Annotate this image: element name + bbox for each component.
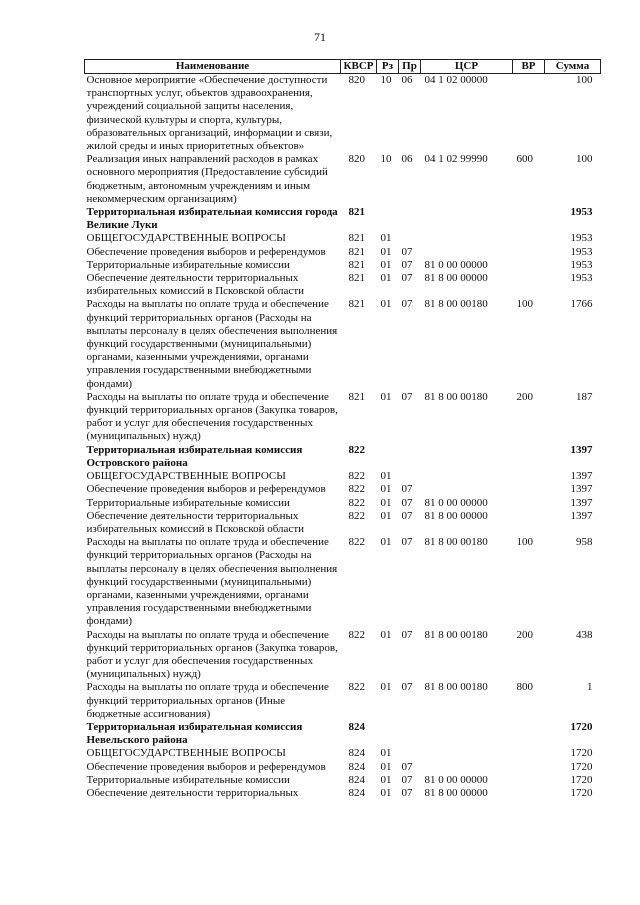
cell-vr: 600	[516, 153, 533, 166]
col-header-rz: Рз	[377, 60, 399, 74]
cell-kvsr: 822	[348, 681, 365, 694]
cell-name: Территориальная избирательная комиссия Невельского района	[86, 720, 303, 747]
budget-table	[84, 59, 601, 800]
cell-pr: 06	[401, 153, 413, 166]
cell-rz: 01	[380, 232, 392, 245]
cell-vr	[513, 206, 545, 232]
cell-vr	[513, 272, 545, 298]
table-row	[85, 298, 601, 390]
cell-csr	[421, 721, 513, 747]
cell-rz: 01	[380, 483, 392, 496]
table-row	[85, 629, 601, 682]
cell-kvsr: 821	[348, 390, 365, 403]
cell-name: Территориальные избирательные комиссии	[86, 773, 290, 786]
cell-csr	[421, 444, 513, 470]
cell-sum: 438	[576, 628, 593, 641]
cell-pr: 07	[401, 773, 413, 786]
cell-sum: 1397	[570, 470, 593, 483]
col-header-kvsr: КВСР	[341, 60, 377, 74]
cell-vr	[513, 497, 545, 510]
table-row	[85, 206, 601, 232]
cell-kvsr: 821	[348, 232, 365, 245]
cell-sum: 100	[576, 74, 593, 86]
table-row	[85, 470, 601, 483]
cell-rz: 01	[380, 786, 392, 799]
table-row	[85, 272, 601, 298]
table-body	[85, 74, 601, 801]
cell-vr: 100	[516, 298, 533, 311]
cell-pr: 06	[401, 74, 413, 86]
cell-rz: 01	[380, 681, 392, 694]
cell-name: Расходы на выплаты по оплате труда и обеспечение функций территориальных органов (Закупка товаров, работ и услуг для обеспечения государственных (муниципальных) нужд)	[86, 628, 338, 681]
cell-name: Расходы на выплаты по оплате труда и обеспечение функций территориальных органов (Иные бюджетные ассигнования)	[86, 681, 329, 720]
cell-rz: 01	[380, 390, 392, 403]
cell-name: ОБЩЕГОСУДАРСТВЕННЫЕ ВОПРОСЫ	[86, 470, 286, 483]
cell-rz: 01	[380, 760, 392, 773]
cell-vr	[513, 483, 545, 496]
table-row	[85, 774, 601, 787]
cell-csr: 81 8 00 00180	[424, 536, 488, 549]
cell-kvsr: 822	[348, 496, 365, 509]
cell-kvsr: 822	[348, 628, 365, 641]
cell-kvsr: 822	[348, 483, 365, 496]
cell-rz: 01	[380, 773, 392, 786]
cell-pr	[399, 470, 421, 483]
table-row	[85, 536, 601, 628]
cell-rz: 01	[380, 628, 392, 641]
cell-vr	[513, 444, 545, 470]
cell-name: ОБЩЕГОСУДАРСТВЕННЫЕ ВОПРОСЫ	[86, 747, 286, 760]
col-header-vr: ВР	[513, 60, 545, 74]
cell-sum: 1953	[570, 272, 593, 285]
cell-name: Расходы на выплаты по оплате труда и обеспечение функций территориальных органов (Закупка товаров, работ и услуг для обеспечения государственных (муниципальных) нужд)	[86, 390, 338, 443]
cell-pr	[399, 721, 421, 747]
cell-rz: 10	[380, 153, 392, 166]
cell-kvsr: 824	[348, 747, 365, 760]
cell-kvsr: 821	[348, 245, 365, 258]
table-row	[85, 74, 601, 154]
col-header-name: Наименование	[85, 60, 341, 74]
cell-rz: 01	[380, 536, 392, 549]
cell-sum: 1953	[570, 232, 593, 245]
cell-csr: 81 0 00 00000	[424, 258, 488, 271]
cell-rz	[377, 721, 399, 747]
table-row	[85, 259, 601, 272]
cell-name: Обеспечение деятельности территориальных	[86, 786, 299, 799]
cell-kvsr: 821	[348, 258, 365, 271]
cell-pr: 07	[401, 536, 413, 549]
cell-rz: 10	[380, 74, 392, 86]
cell-kvsr: 824	[348, 760, 365, 773]
table-row	[85, 761, 601, 774]
cell-rz: 01	[380, 272, 392, 285]
table-row	[85, 232, 601, 245]
cell-sum: 1397	[570, 496, 593, 509]
cell-pr	[399, 232, 421, 245]
cell-csr	[421, 246, 513, 259]
cell-rz: 01	[380, 245, 392, 258]
cell-kvsr: 821	[348, 298, 365, 311]
table-row	[85, 747, 601, 760]
table-row	[85, 444, 601, 470]
cell-csr	[421, 761, 513, 774]
cell-kvsr: 820	[348, 74, 365, 86]
cell-rz: 01	[380, 258, 392, 271]
table-row	[85, 153, 601, 206]
cell-kvsr: 821	[348, 272, 365, 285]
cell-pr	[399, 206, 421, 232]
cell-pr: 07	[401, 760, 413, 773]
cell-pr: 07	[401, 483, 413, 496]
table-row	[85, 391, 601, 444]
cell-name: Территориальные избирательные комиссии	[86, 258, 290, 271]
cell-vr: 200	[516, 628, 533, 641]
cell-pr: 07	[401, 496, 413, 509]
cell-rz: 01	[380, 496, 392, 509]
cell-pr: 07	[401, 258, 413, 271]
cell-vr	[513, 774, 545, 787]
cell-vr	[513, 747, 545, 760]
cell-sum: 1953	[570, 206, 593, 219]
cell-sum: 958	[576, 536, 593, 549]
cell-name: Территориальные избирательные комиссии	[86, 496, 290, 509]
cell-csr: 81 8 00 00180	[424, 390, 488, 403]
table-row	[85, 497, 601, 510]
cell-vr	[513, 721, 545, 747]
cell-csr	[421, 747, 513, 760]
cell-vr: 800	[516, 681, 533, 694]
table-row	[85, 483, 601, 496]
cell-csr: 81 8 00 00180	[424, 628, 488, 641]
cell-pr	[399, 444, 421, 470]
cell-vr	[513, 470, 545, 483]
cell-kvsr: 822	[348, 443, 365, 456]
cell-kvsr: 820	[348, 153, 365, 166]
cell-name: Расходы на выплаты по оплате труда и обеспечение функций территориальных органов (Расходы на выплаты персоналу в целях обеспечения выполнения функций государственными (муниципальными) органами, казенными учреждениями, органами управления государственными внебюджетными фондами)	[86, 298, 338, 390]
cell-csr	[421, 206, 513, 232]
cell-vr	[513, 74, 545, 154]
cell-sum: 100	[576, 153, 593, 166]
page-number: 71	[314, 30, 326, 44]
cell-sum: 1720	[570, 786, 593, 799]
cell-name: Расходы на выплаты по оплате труда и обеспечение функций территориальных органов (Расходы на выплаты персоналу в целях обеспечения выполнения функций государственными (муниципальными) органами, казенными учреждениями, органами управления государственными внебюджетными фондами)	[86, 536, 338, 628]
cell-name: Обеспечение проведения выборов и референдумов	[86, 483, 326, 496]
cell-vr	[513, 232, 545, 245]
cell-sum: 1720	[570, 747, 593, 760]
cell-rz	[377, 444, 399, 470]
cell-sum: 1397	[570, 509, 593, 522]
cell-sum: 1953	[570, 245, 593, 258]
cell-kvsr: 822	[348, 470, 365, 483]
cell-csr: 81 8 00 00000	[424, 786, 488, 799]
cell-csr: 81 8 00 00180	[424, 681, 488, 694]
table-row	[85, 681, 601, 721]
table-header-row	[85, 60, 601, 74]
cell-kvsr: 822	[348, 509, 365, 522]
table-row	[85, 787, 601, 800]
cell-rz: 01	[380, 509, 392, 522]
cell-csr: 81 8 00 00180	[424, 298, 488, 311]
cell-csr: 81 8 00 00000	[424, 272, 488, 285]
cell-vr	[513, 259, 545, 272]
cell-pr: 07	[401, 390, 413, 403]
cell-kvsr: 824	[348, 720, 365, 733]
cell-sum: 1397	[570, 443, 593, 456]
cell-sum: 1397	[570, 483, 593, 496]
cell-name: Обеспечение проведения выборов и референдумов	[86, 760, 326, 773]
cell-rz	[377, 206, 399, 232]
cell-sum: 1766	[570, 298, 593, 311]
table-row	[85, 721, 601, 747]
cell-pr: 07	[401, 681, 413, 694]
cell-csr: 81 0 00 00000	[424, 773, 488, 786]
cell-kvsr: 821	[348, 206, 365, 219]
cell-vr	[513, 761, 545, 774]
cell-pr: 07	[401, 786, 413, 799]
table-row	[85, 510, 601, 536]
cell-pr: 07	[401, 272, 413, 285]
cell-vr: 200	[516, 390, 533, 403]
col-header-pr: Пр	[399, 60, 421, 74]
cell-vr	[513, 510, 545, 536]
cell-csr: 04 1 02 99990	[424, 153, 488, 166]
cell-kvsr: 824	[348, 786, 365, 799]
cell-vr: 100	[516, 536, 533, 549]
cell-name: Основное мероприятие «Обеспечение доступности транспортных услуг, объектов здравоохранения, учреждений социальной защиты населения, физической культуры и спорта, культуры, образовательных организаций, информации и связи, жилой среды и иных приоритетных объектов»	[86, 74, 333, 153]
cell-kvsr: 822	[348, 536, 365, 549]
cell-csr	[421, 232, 513, 245]
table-row	[85, 246, 601, 259]
cell-pr: 07	[401, 245, 413, 258]
cell-name: Территориальная избирательная комиссия Островского района	[86, 443, 303, 469]
cell-sum: 1953	[570, 258, 593, 271]
cell-name: Реализация иных направлений расходов в рамках основного мероприятия (Предоставление субсидий бюджетным, автономным учреждениям и иным некоммерческим организациям)	[86, 153, 328, 205]
cell-name: Обеспечение деятельности территориальных избирательных комиссий в Псковской области	[86, 509, 305, 535]
cell-vr	[513, 246, 545, 259]
col-header-sum: Сумма	[545, 60, 601, 74]
cell-pr: 07	[401, 298, 413, 311]
cell-csr	[421, 483, 513, 496]
cell-csr: 81 0 00 00000	[424, 496, 488, 509]
cell-sum: 1	[587, 681, 593, 694]
cell-rz: 01	[380, 298, 392, 311]
cell-sum: 1720	[570, 773, 593, 786]
cell-pr: 07	[401, 509, 413, 522]
cell-name: Обеспечение проведения выборов и референдумов	[86, 245, 326, 258]
col-header-csr: ЦСР	[421, 60, 513, 74]
cell-sum: 1720	[570, 760, 593, 773]
cell-sum: 187	[576, 390, 593, 403]
cell-rz: 01	[380, 747, 392, 760]
cell-name: Обеспечение деятельности территориальных избирательных комиссий в Псковской области	[86, 272, 305, 298]
cell-name: ОБЩЕГОСУДАРСТВЕННЫЕ ВОПРОСЫ	[86, 232, 286, 245]
cell-pr	[399, 747, 421, 760]
cell-kvsr: 824	[348, 773, 365, 786]
cell-csr: 81 8 00 00000	[424, 509, 488, 522]
cell-sum: 1720	[570, 720, 593, 733]
cell-vr	[513, 787, 545, 800]
cell-csr: 04 1 02 00000	[424, 74, 488, 86]
cell-pr: 07	[401, 628, 413, 641]
cell-rz: 01	[380, 470, 392, 483]
cell-csr	[421, 470, 513, 483]
cell-name: Территориальная избирательная комиссия города Великие Луки	[86, 206, 338, 232]
